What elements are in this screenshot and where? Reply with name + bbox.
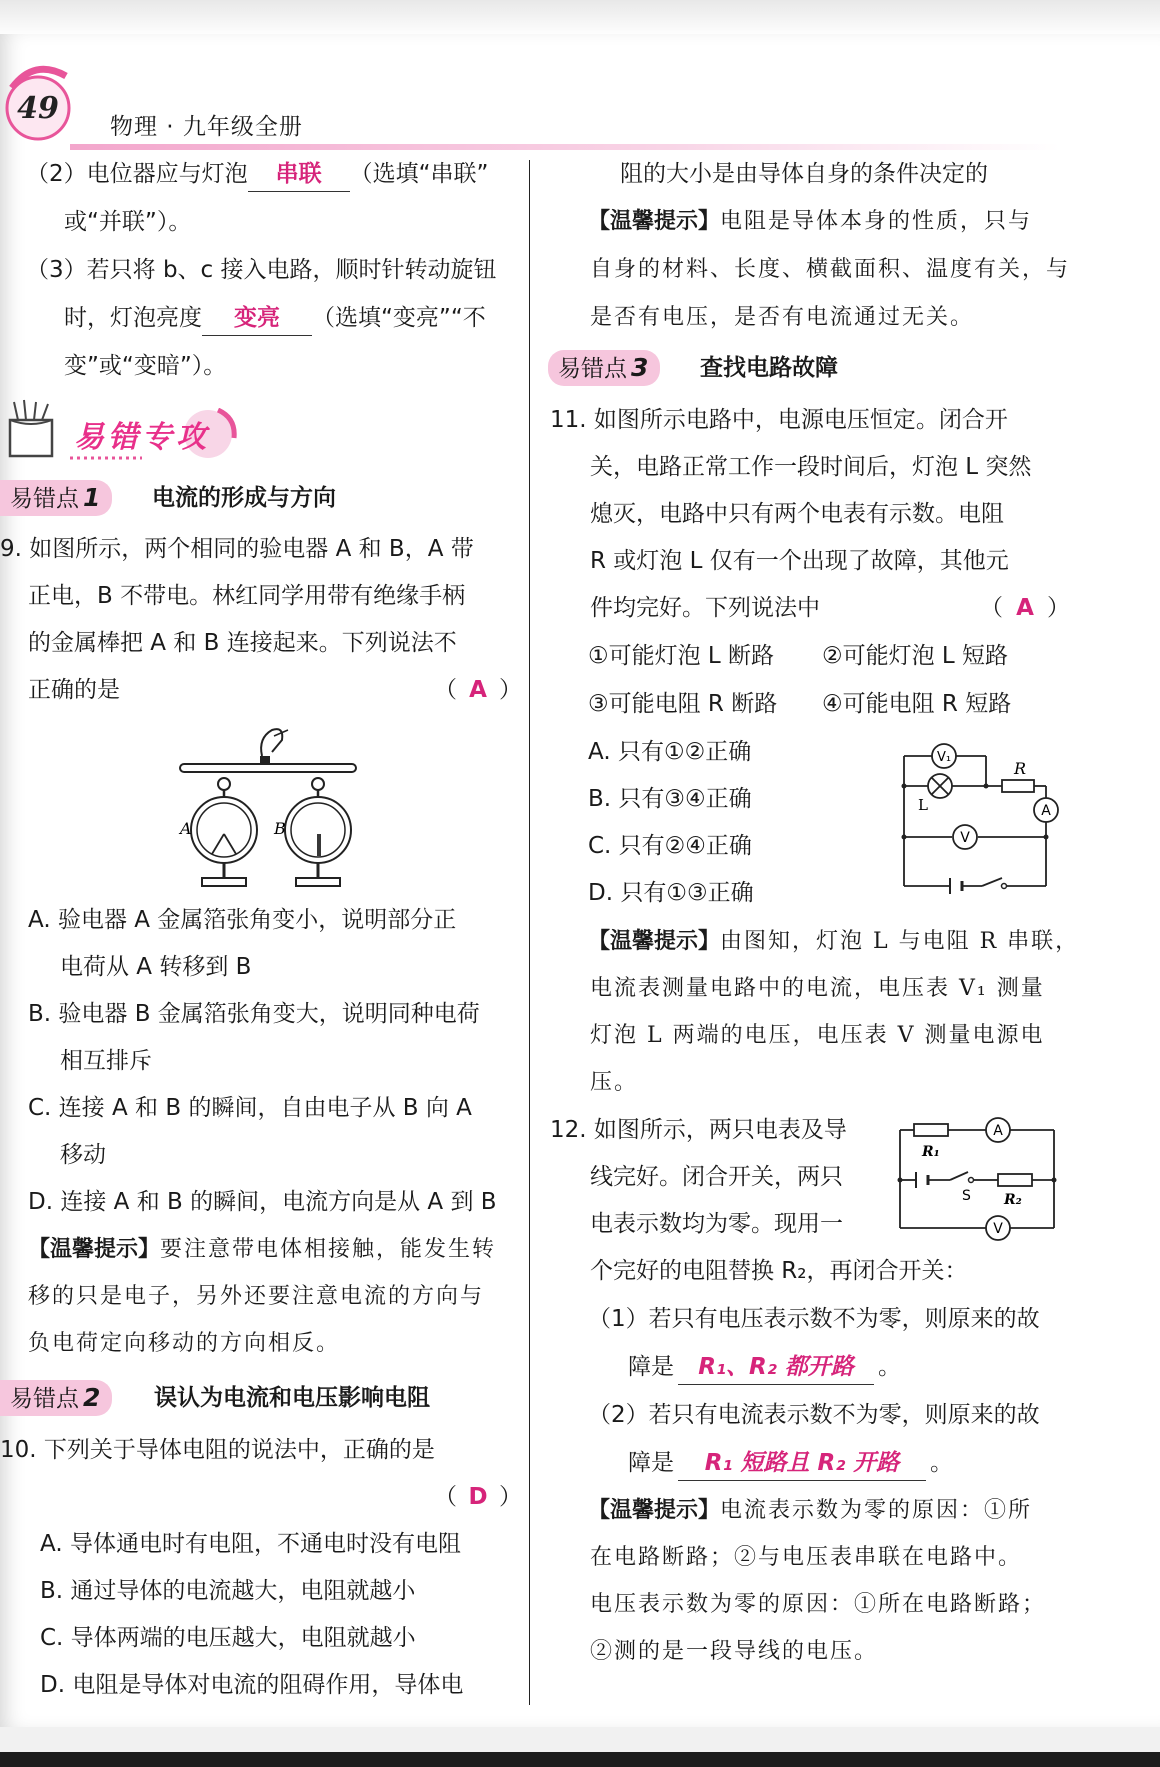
q9-tip-line3: 负电荷定向移动的方向相反。 xyxy=(28,1331,341,1356)
q11-tip-line1: 【温馨提示】由图知，灯泡 L 与电阻 R 串联， xyxy=(588,929,1080,954)
page-shadow-top xyxy=(0,0,1160,34)
q12-line4: 个完好的电阻替换 R₂，再闭合开关： xyxy=(590,1258,968,1284)
q12-line1: 12. 如图所示，两只电表及导 xyxy=(550,1117,847,1143)
q8-part2-line1: （2）电位器应与灯泡 串联 （选填“串联” xyxy=(26,157,488,192)
electroscope-a-label: A xyxy=(180,819,192,838)
q9-option-c-cont: 移动 xyxy=(60,1142,106,1168)
mistake-point-1-title: 电流的形成与方向 xyxy=(152,485,336,511)
q11-line5: 件均完好。下列说法中 xyxy=(590,595,820,621)
q12-part2-line2: 障是 R₁ 短路且 R₂ 开路 。 xyxy=(628,1446,953,1481)
q11-option-d: D. 只有①③正确 xyxy=(588,880,754,906)
q11-option-a: A. 只有①②正确 xyxy=(588,739,752,765)
q9-option-d: D. 连接 A 和 B 的瞬间，电流方向是从 A 到 B xyxy=(28,1189,497,1215)
electroscope-figure xyxy=(176,722,360,892)
header-rule xyxy=(70,144,1060,150)
q11-circuit-diagram xyxy=(898,736,1064,900)
section-banner-title: 易错专攻 xyxy=(74,420,210,455)
q10-option-b: B. 通过导体的电流越大，电阻就越小 xyxy=(40,1578,416,1604)
q9-tip-line2: 移的只是电子，另外还要注意电流的方向与 xyxy=(28,1284,485,1309)
q9-tip-line1: 【温馨提示】要注意带电体相接触，能发生转 xyxy=(28,1237,497,1262)
q9-option-a-cont: 电荷从 A 转移到 B xyxy=(60,954,252,980)
q12-part2-line1: （2）若只有电流表示数不为零，则原来的故 xyxy=(588,1402,1040,1428)
q11-line4: R 或灯泡 L 仅有一个出现了故障，其他元 xyxy=(590,548,1009,574)
q8-part3-line3: 变”或“变暗”）。 xyxy=(64,353,227,379)
page-number-badge xyxy=(4,58,72,142)
q10-tip-line2: 自身的材料、长度、横截面积、温度有关，与 xyxy=(590,257,1071,282)
q10-option-c: C. 导体两端的电压越大，电阻就越小 xyxy=(40,1625,416,1651)
q9-line2: 正电，B 不带电。林红同学用带有绝缘手柄 xyxy=(28,583,466,609)
q10-tip-line1: 【温馨提示】电阻是导体本身的性质，只与 xyxy=(588,209,1033,234)
q11-choice-3: ③可能电阻 R 断路 xyxy=(588,691,778,717)
q11-line1: 11. 如图所示电路中，电源电压恒定。闭合开 xyxy=(550,407,1008,433)
q9-option-c: C. 连接 A 和 B 的瞬间，自由电子从 B 向 A xyxy=(28,1095,472,1121)
q8-part3-answer: 变亮 xyxy=(234,305,280,331)
q9-option-a: A. 验电器 A 金属箔张角变小，说明部分正 xyxy=(28,907,457,933)
q8-part3-line1: （3）若只将 b、c 接入电路，顺时针转动旋钮 xyxy=(26,257,497,283)
electroscope-b-label: B xyxy=(274,819,286,838)
q12-part1-line1: （1）若只有电压表示数不为零，则原来的故 xyxy=(588,1306,1040,1332)
q11-r-label: R xyxy=(1014,759,1027,778)
q11-choice-1: ①可能灯泡 L 断路 xyxy=(588,643,775,669)
q10-line1: 10. 下列关于导体电阻的说法中，正确的是 xyxy=(0,1437,435,1463)
q11-choice-2: ②可能灯泡 L 短路 xyxy=(822,643,1009,669)
screen-bottom-bar xyxy=(0,1752,1160,1767)
q11-line3: 熄灭，电路中只有两个电表有示数。电阻 xyxy=(590,501,1004,527)
q10-answer-bracket: （ D ） xyxy=(434,1484,522,1510)
q9-line1: 9. 如图所示，两个相同的验电器 A 和 B，A 带 xyxy=(0,536,474,562)
mistake-point-2-title: 误认为电流和电压影响电阻 xyxy=(154,1385,430,1411)
q8-part2-line2: 或“并联”）。 xyxy=(64,209,192,235)
q12-tip-line4: ②测的是一段导线的电压。 xyxy=(590,1639,879,1664)
q10-option-d-cont: 阻的大小是由导体自身的条件决定的 xyxy=(620,161,988,187)
q12-part2-answer: R₁ 短路且 R₂ 开路 xyxy=(704,1450,900,1476)
q12-r1-label: R₁ xyxy=(922,1144,940,1160)
q11-tip-line3: 灯泡 L 两端的电压，电压表 V 测量电源电 xyxy=(590,1023,1045,1048)
q12-tip-line3: 电压表示数为零的原因：①所在电路断路； xyxy=(590,1592,1047,1617)
q9-option-b: B. 验电器 B 金属箔张角变大，说明同种电荷 xyxy=(28,1001,480,1027)
q12-part1-line2: 障是 R₁、R₂ 都开路 。 xyxy=(628,1350,901,1385)
q11-answer-bracket: （ A ） xyxy=(980,595,1070,621)
q8-part3-line2: 时，灯泡亮度 变亮 （选填“变亮”“不 xyxy=(64,301,486,336)
book-title: 物理 · 九年级全册 xyxy=(110,114,303,140)
q12-line2: 线完好。闭合开关，两只 xyxy=(590,1164,843,1190)
q9-answer-bracket: （ A ） xyxy=(434,677,522,703)
q10-option-a: A. 导体通电时有电阻，不通电时没有电阻 xyxy=(40,1531,461,1557)
q12-v-label: V xyxy=(993,1221,1003,1237)
q11-option-b: B. 只有③④正确 xyxy=(588,786,752,812)
q9-option-b-cont: 相互排斥 xyxy=(60,1048,152,1074)
q12-a-label: A xyxy=(993,1123,1003,1139)
q12-tip-line1: 【温馨提示】电流表示数为零的原因：①所 xyxy=(588,1498,1033,1523)
q12-r2-label: R₂ xyxy=(1004,1192,1022,1208)
q12-circuit-diagram xyxy=(894,1116,1066,1248)
q11-choice-4: ④可能电阻 R 短路 xyxy=(822,691,1012,717)
q11-v1-label: V₁ xyxy=(936,750,952,765)
q11-line2: 关，电路正常工作一段时间后，灯泡 L 突然 xyxy=(590,454,1032,480)
q11-option-c: C. 只有②④正确 xyxy=(588,833,752,859)
q12-tip-line2: 在电路断路；②与电压表串联在电路中。 xyxy=(590,1545,1023,1570)
q8-part2-answer: 串联 xyxy=(275,161,322,187)
q12-s-label: S xyxy=(962,1188,971,1204)
q9-line4: 正确的是 xyxy=(28,677,120,703)
q12-part1-answer: R₁、R₂ 都开路 xyxy=(698,1354,854,1380)
q10-tip-line3: 是否有电压，是否有电流通过无关。 xyxy=(590,305,975,330)
q12-line3: 电表示数均为零。现用一 xyxy=(590,1211,843,1237)
q11-l-label: L xyxy=(918,796,928,814)
q11-tip-line2: 电流表测量电路中的电流，电压表 V₁ 测量 xyxy=(590,976,1045,1001)
column-divider xyxy=(529,160,530,1705)
mistake-point-3-title: 查找电路故障 xyxy=(700,355,838,381)
q11-tip-line4: 压。 xyxy=(590,1070,639,1095)
q11-v-label: V xyxy=(960,830,970,846)
pen-holder-icon xyxy=(4,398,60,460)
page-number: 49 xyxy=(17,91,59,126)
page-bottom-margin xyxy=(0,1727,1160,1752)
q10-option-d: D. 电阻是导体对电流的阻碍作用，导体电 xyxy=(40,1672,464,1698)
q11-a-label: A xyxy=(1041,803,1051,819)
q9-line3: 的金属棒把 A 和 B 连接起来。下列说法不 xyxy=(28,630,457,656)
